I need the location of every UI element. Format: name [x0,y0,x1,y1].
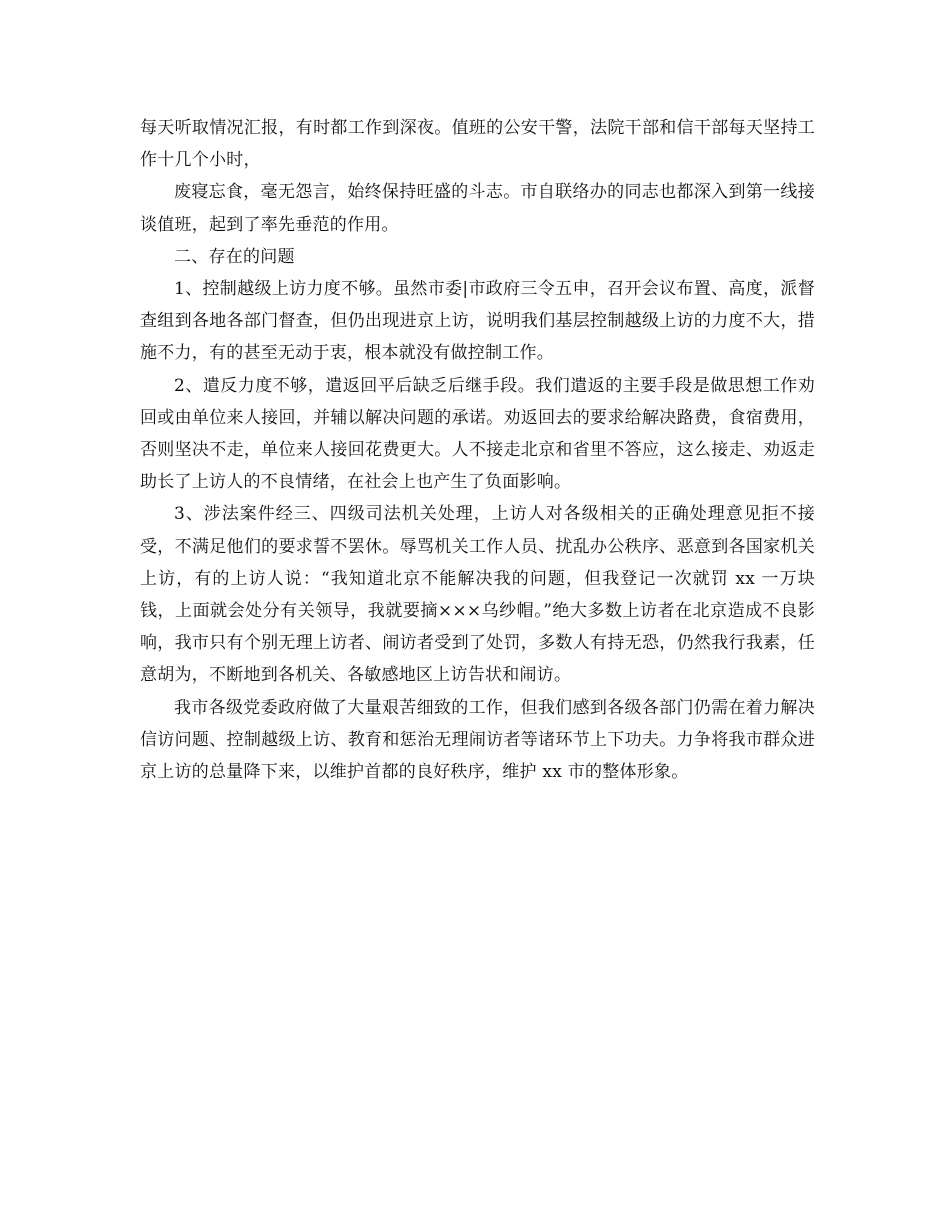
document-page [140,112,815,788]
paragraph-continuation: 每天听取情况汇报，有时都工作到深夜。值班的公安干警，法院干部和信干部每天坚持工作十几个小时， [140,118,815,171]
section-heading-problems: 二、存在的问题 [174,246,295,267]
paragraph-problem-1: 1、控制越级上访力度不够。虽然市委|市政府三令五申，召开会议布置、高度，派督查组到各地各部门督查，但仍出现进京上访，说明我们基层控制越级上访的力度不大，措施不力，有的甚至无动于衷，根本就没有做控制工作。 [140,279,815,364]
paragraph-conclusion: 我市各级党委政府做了大量艰苦细致的工作，但我们感到各级各部门仍需在着力解决信访问题、控制越级上访、教育和惩治无理闹访者等诸环节上下功夫。力争将我市群众进京上访的总量降下来，以维护首都的良好秩序，维护 xx 市的整体形象。 [140,697,815,783]
paragraph-problem-3: 3、涉法案件经三、四级司法机关处理，上访人对各级相关的正确处理意见拒不接受，不满足他们的要求誓不罢休。辱骂机关工作人员、扰乱办公秩序、恶意到各国家机关上访，有的上访人说：“我知道北京不能解决我的问题，但我登记一次就罚 xx 一万块钱，上面就会处分有关领导，我就要摘×××乌纱帽。”绝大多数上访者在北京造成不良影响，我市只有个别无理上访者、闹访者受到了处罚，多数人有持无恐，仍然我行我素，任意胡为，不断地到各机关、各敏感地区上访告状和闹访。 [140,504,815,686]
paragraph-dedication: 废寝忘食，毫无怨言，始终保持旺盛的斗志。市自联络办的同志也都深入到第一线接谈值班，起到了率先垂范的作用。 [140,182,815,235]
paragraph-problem-2: 2、遣反力度不够，遣返回平后缺乏后继手段。我们遣返的主要手段是做思想工作劝回或由单位来人接回，并辅以解决问题的承诺。劝返回去的要求给解决路费，食宿费用，否则坚决不走，单位来人接回花费更大。人不接走北京和省里不答应，这么接走、劝返走助长了上访人的不良情绪，在社会上也产生了负面影响。 [140,375,815,493]
